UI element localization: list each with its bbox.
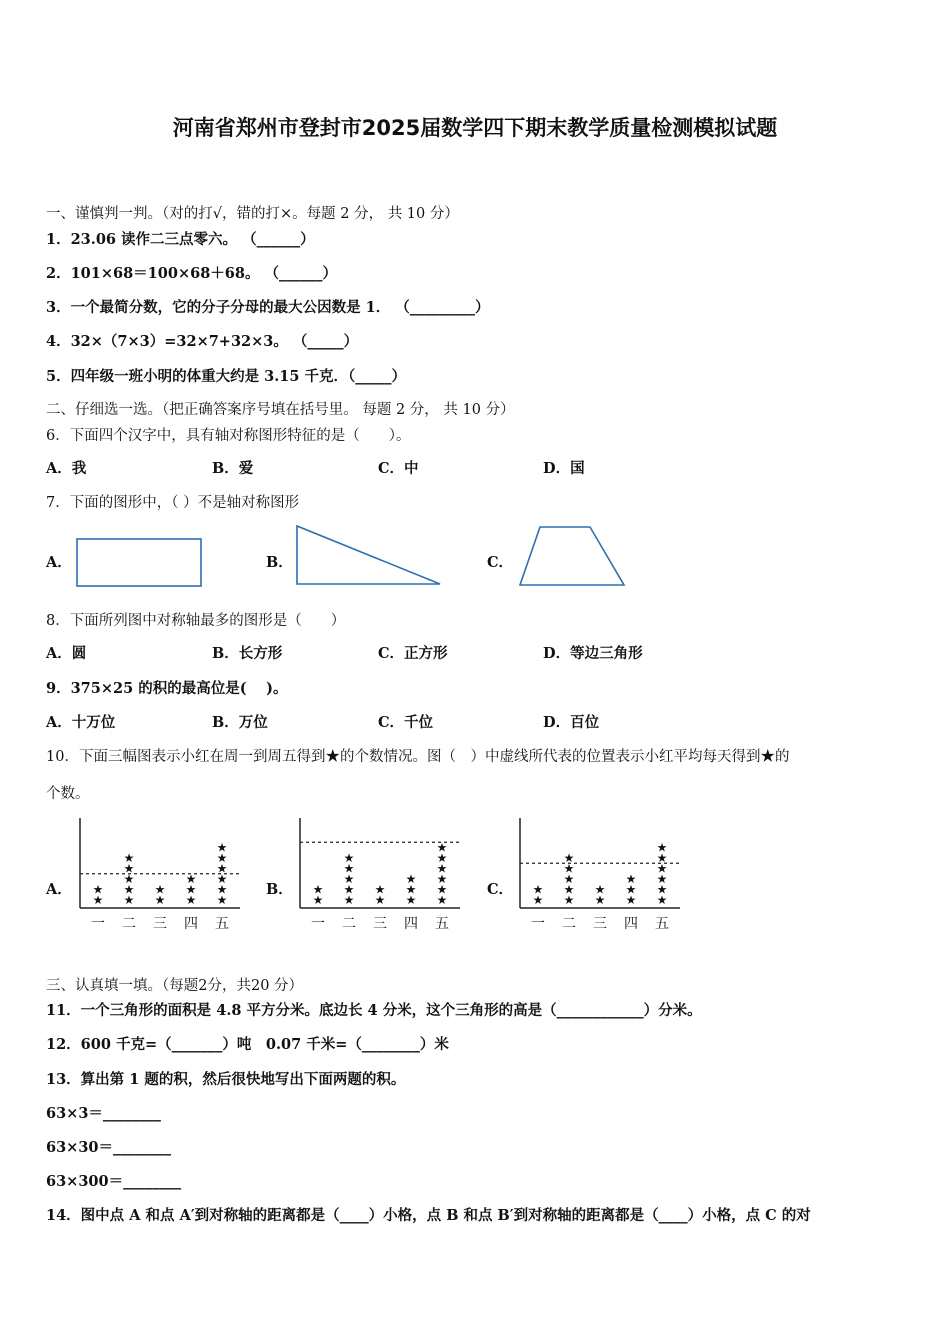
star-mark-a-5-6: ★: [216, 840, 228, 855]
star-mark-c-2-4: ★: [563, 861, 575, 876]
tick-label-a-4: 四: [184, 916, 198, 932]
star-mark-c-5-5: ★: [656, 851, 668, 865]
tick-label-b-1: 一: [311, 916, 325, 932]
question-8: 8．下面所列图中对称轴最多的图形是（ ）: [46, 613, 346, 629]
q13-line-3: 63×300＝________: [46, 1173, 182, 1190]
star-mark-a-4-3: ★: [185, 872, 197, 886]
tick-label-b-2: 二: [342, 916, 356, 932]
question-2: 2．101×68＝100×68＋68。 （______）: [46, 265, 338, 282]
q8-option-d: D．等边三角形: [543, 645, 643, 662]
q6-option-a: A．我: [46, 460, 87, 477]
star-mark-c-2-1: ★: [563, 893, 575, 907]
star-mark-c-5-6: ★: [656, 840, 668, 855]
star-mark-a-5-1: ★: [216, 893, 228, 907]
star-mark-a-2-4: ★: [123, 861, 135, 876]
star-mark-a-5-3: ★: [216, 872, 228, 886]
star-mark-b-2-4: ★: [343, 861, 355, 876]
tick-label-b-4: 四: [404, 916, 418, 932]
star-mark-b-2-1: ★: [343, 893, 355, 907]
question-5: 5．四年级一班小明的体重大约是 3.15 千克．（_____）: [46, 368, 406, 385]
tick-label-b-5: 五: [435, 916, 449, 932]
star-mark-c-4-1: ★: [625, 893, 637, 907]
star-mark-b-3-2: ★: [374, 882, 386, 897]
star-mark-c-3-2: ★: [594, 882, 606, 897]
question-9: 9．375×25 的积的最高位是( )。: [46, 680, 288, 697]
page-title: 河南省郑州市登封市2025届数学四下期末教学质量检测模拟试题: [172, 116, 778, 140]
tick-label-c-5: 五: [655, 916, 669, 932]
tick-label-c-3: 三: [593, 916, 607, 932]
section-3-heading: 三、认真填一填。（每题2分，共20 分）: [46, 978, 304, 994]
q10-option-c: C．: [487, 881, 514, 898]
star-mark-b-4-1: ★: [405, 893, 417, 907]
star-mark-c-2-5: ★: [563, 851, 575, 865]
q10-option-a: A．: [46, 881, 72, 898]
question-14: 14．图中点 A 和点 A′到对称轴的距离都是（____）小格，点 B 和点 B′到对称轴的距离都是（____）小格，点 C 的对: [46, 1207, 811, 1224]
tick-label-b-3: 三: [373, 916, 387, 932]
star-mark-b-3-1: ★: [374, 893, 386, 907]
tick-label-a-3: 三: [153, 916, 167, 932]
star-mark-c-4-3: ★: [625, 872, 637, 886]
star-mark-a-4-2: ★: [185, 882, 197, 897]
star-mark-c-5-3: ★: [656, 872, 668, 886]
question-10: 10．下面三幅图表示小红在周一到周五得到★的个数情况。图（ ）中虚线所代表的位置表示小红平均每天得到★的: [46, 749, 790, 765]
star-mark-c-4-2: ★: [625, 882, 637, 897]
question-6: 6．下面四个汉字中，具有轴对称图形特征的是（ ）。: [46, 428, 411, 444]
star-mark-b-5-4: ★: [436, 861, 448, 876]
rectangle-figure: [70, 530, 210, 595]
star-mark-a-2-2: ★: [123, 882, 135, 897]
star-mark-c-5-1: ★: [656, 893, 668, 907]
star-mark-c-1-1: ★: [532, 893, 544, 907]
star-mark-a-5-2: ★: [216, 882, 228, 897]
star-mark-b-5-2: ★: [436, 882, 448, 897]
star-mark-b-5-6: ★: [436, 840, 448, 855]
tick-label-c-2: 二: [562, 916, 576, 932]
star-chart-a: [70, 812, 250, 940]
tick-label-a-1: 一: [91, 916, 105, 932]
question-7: 7．下面的图形中，（ ）不是轴对称图形: [46, 495, 300, 511]
question-10-cont: 个数。: [46, 786, 90, 802]
q7-option-a: A．: [46, 554, 72, 571]
question-11: 11．一个三角形的面积是 4.8 平方分米。底边长 4 分米，这个三角形的高是（____________）分米。: [46, 1002, 702, 1019]
star-mark-b-1-1: ★: [312, 893, 324, 907]
section-2-heading: 二、仔细选一选。（把正确答案序号填在括号里。 每题 2 分， 共 10 分）: [46, 402, 515, 418]
q9-option-a: A．十万位: [46, 714, 116, 731]
star-mark-c-1-2: ★: [532, 882, 544, 897]
q13-line-1: 63×3＝________: [46, 1105, 161, 1122]
star-chart-c: [510, 812, 690, 940]
question-13: 13．算出第 1 题的积，然后很快地写出下面两题的积。: [46, 1071, 406, 1088]
star-mark-a-2-1: ★: [123, 893, 135, 907]
star-mark-a-5-5: ★: [216, 851, 228, 865]
q13-line-2: 63×30＝________: [46, 1139, 172, 1156]
star-mark-a-1-1: ★: [92, 893, 104, 907]
star-mark-a-2-5: ★: [123, 851, 135, 865]
right-triangle-figure: [290, 520, 450, 590]
q6-option-c: C．中: [378, 460, 419, 477]
star-mark-a-1-2: ★: [92, 882, 104, 897]
question-3: 3．一个最简分数，它的分子分母的最大公因数是 1． （_________）: [46, 299, 490, 316]
q9-option-c: C．千位: [378, 714, 434, 731]
star-mark-a-2-3: ★: [123, 872, 135, 886]
q7-option-c: C．: [487, 554, 514, 571]
star-mark-a-5-4: ★: [216, 861, 228, 876]
q9-option-b: B．万位: [212, 714, 268, 731]
star-mark-b-2-3: ★: [343, 872, 355, 886]
star-mark-c-5-4: ★: [656, 861, 668, 876]
q6-option-d: D．国: [543, 460, 585, 477]
star-mark-a-4-1: ★: [185, 893, 197, 907]
star-mark-c-2-2: ★: [563, 882, 575, 897]
star-mark-c-2-3: ★: [563, 872, 575, 886]
star-mark-a-3-1: ★: [154, 893, 166, 907]
star-mark-b-5-3: ★: [436, 872, 448, 886]
star-mark-b-2-5: ★: [343, 851, 355, 865]
star-mark-a-3-2: ★: [154, 882, 166, 897]
question-12: 12．600 千克=（_______）吨 0.07 千米=（________）米: [46, 1036, 449, 1053]
tick-label-a-2: 二: [122, 916, 136, 932]
question-1: 1．23.06 读作二三点零六。 （______）: [46, 231, 315, 248]
star-mark-c-3-1: ★: [594, 893, 606, 907]
star-mark-b-4-2: ★: [405, 882, 417, 897]
q8-option-c: C．正方形: [378, 645, 448, 662]
star-mark-c-5-2: ★: [656, 882, 668, 897]
q10-option-b: B．: [266, 881, 293, 898]
star-mark-b-2-2: ★: [343, 882, 355, 897]
tick-label-c-4: 四: [624, 916, 638, 932]
q6-option-b: B．爱: [212, 460, 254, 477]
trapezoid-figure: [512, 520, 632, 590]
q8-option-a: A．圆: [46, 645, 87, 662]
q9-option-d: D．百位: [543, 714, 600, 731]
section-1-heading: 一、谨慎判一判。（对的打√，错的打×。每题 2 分， 共 10 分）: [46, 206, 459, 222]
star-mark-b-1-2: ★: [312, 882, 324, 897]
star-mark-b-5-5: ★: [436, 851, 448, 865]
q8-option-b: B．长方形: [212, 645, 283, 662]
tick-label-c-1: 一: [531, 916, 545, 932]
q7-option-b: B．: [266, 554, 293, 571]
question-4: 4．32×（7×3）=32×7+32×3。 （_____）: [46, 333, 359, 350]
star-chart-b: [290, 812, 470, 940]
tick-label-a-5: 五: [215, 916, 229, 932]
star-mark-b-4-3: ★: [405, 872, 417, 886]
star-mark-b-5-1: ★: [436, 893, 448, 907]
